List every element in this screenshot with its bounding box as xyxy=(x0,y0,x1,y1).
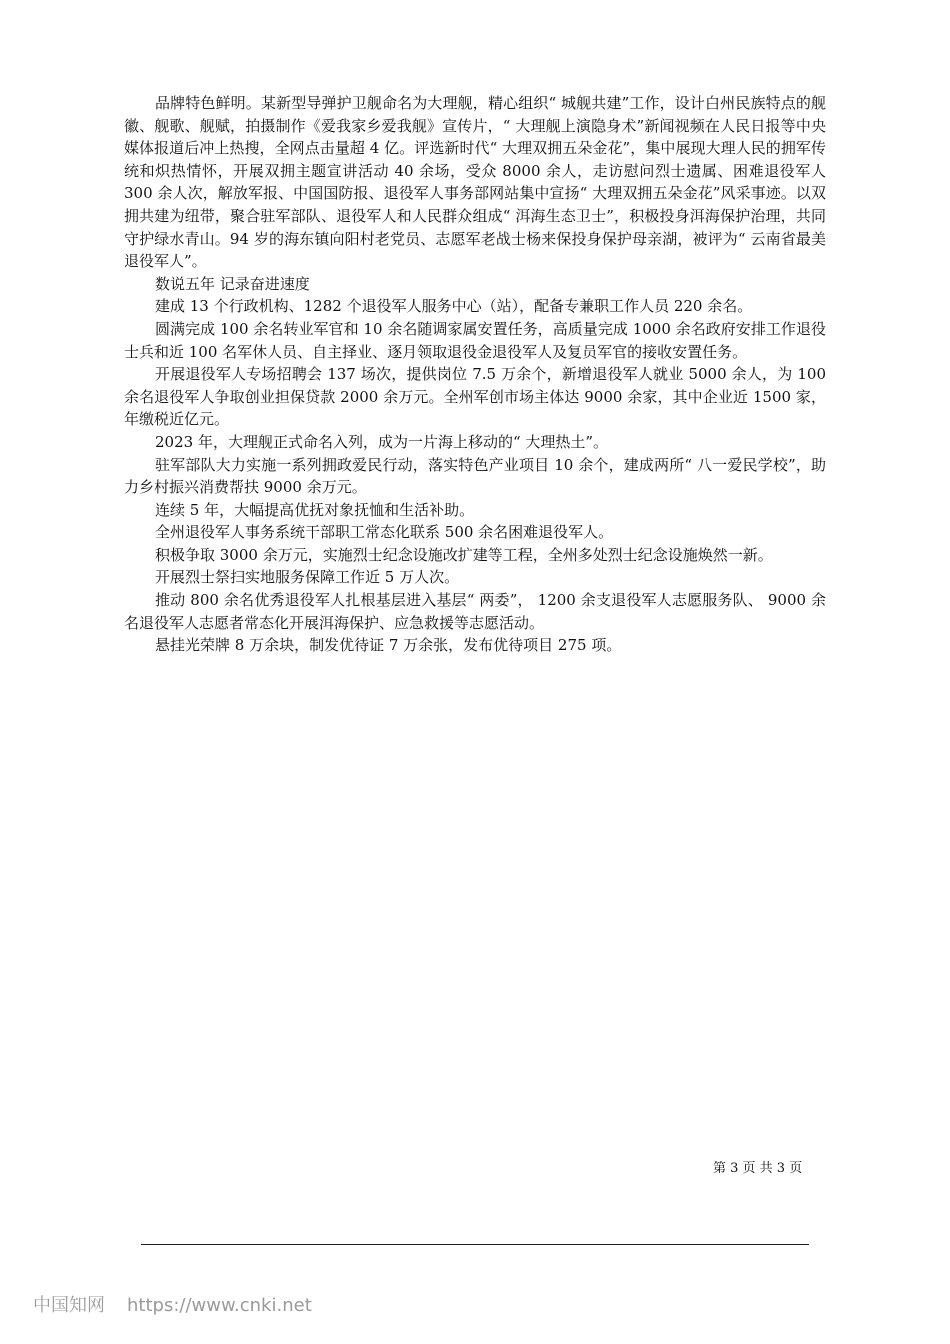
paragraph-memorial-facilities: 积极争取 3000 余万元，实施烈士纪念设施改扩建等工程，全州多处烈士纪念设施焕然一新。 xyxy=(155,545,773,564)
footer-divider xyxy=(141,1244,809,1245)
paragraph-employment: 开展退役军人专场招聘会 137 场次，提供岗位 7.5 万余个，新增退役军人就业 5000 余人，为 100 余名退役军人争取创业担保贷款 2000 余万元。全州军创市场主体达 9000 余家，其中企业近 1500 家，年缴税近亿元。 xyxy=(124,365,826,429)
paragraph-honor-plaques: 悬挂光荣牌 8 万余块，制发优待证 7 万余张，发布优待项目 275 项。 xyxy=(155,636,622,655)
paragraph-volunteers: 推动 800 余名优秀退役军人扎根基层进入基层“ 两委”， 1200 余支退役军人志愿服务队、 9000 余名退役军人志愿者常态化开展洱海保护、应急救援等志愿活动。 xyxy=(124,591,826,632)
paragraph-dali-ship: 2023 年，大理舰正式命名入列，成为一片海上移动的“ 大理热土”。 xyxy=(155,432,609,451)
paragraph-service-centers: 建成 13 个行政机构、1282 个退役军人服务中心（站），配备专兼职工作人员 220 余名。 xyxy=(155,297,753,316)
paragraph-contact-veterans: 全州退役军人事务系统干部职工常态化联系 500 余名困难退役军人。 xyxy=(155,523,614,542)
paragraph-brand-features: 品牌特色鲜明。某新型导弹护卫舰命名为大理舰，精心组织“ 城舰共建”工作，设计白州民族特点的舰徽、舰歌、舰赋，拍摄制作《爱我家乡爱我舰》宣传片，“ 大理舰上演隐身术”新闻视频在人民日报等中央媒体报道后冲上热搜，全网点击量超 4 亿。评选新时代“ 大理双拥五朵金花”，集中展现大理人民的拥军传统和炽热情怀，开展双拥主题宣讲活动 40 余场，受众 8000 余人，走访慰问烈士遗属、困难退役军人 300 余人次，解放军报、中国国防报、退役军人事务部网站集中宣扬“ 大理双拥五朵金花”风采事迹。以双拥共建为纽带，聚合驻军部队、退役军人和人民群众组成“ 洱海生态卫士”，积极投身洱海保护治理，共同守护绿水青山。94 岁的海东镇向阳村老党员、志愿军老战士杨来保投身保护母亲湖，被评为“ 云南省最美退役军人”。 xyxy=(124,94,826,271)
cnki-watermark xyxy=(33,1295,312,1317)
section-heading-five-years: 数说五年 记录奋进速度 xyxy=(155,274,310,293)
paragraph-garrison-actions: 驻军部队大力实施一系列拥政爱民行动，落实特色产业项目 10 余个，建成两所“ 八一爱民学校”，助力乡村振兴消费帮扶 9000 余万元。 xyxy=(124,455,826,497)
watermark-url: https://www.cnki.net xyxy=(127,1295,312,1316)
paragraph-pension-increase: 连续 5 年，大幅提高优抚对象抚恤和生活补助。 xyxy=(155,500,475,519)
paragraph-resettlement: 圆满完成 100 余名转业军官和 10 余名随调家属安置任务，高质量完成 1000 余名政府安排工作退役士兵和近 100 名军休人员、自主择业、逐月领取退役金退役军人及复员军官的接收安置任务。 xyxy=(124,319,826,361)
page-number: 第 3 页 共 3 页 xyxy=(713,1161,803,1176)
watermark-brand: 中国知网 xyxy=(33,1295,105,1316)
paragraph-martyr-services: 开展烈士祭扫实地服务保障工作近 5 万人次。 xyxy=(155,568,460,587)
document-body xyxy=(124,92,826,657)
